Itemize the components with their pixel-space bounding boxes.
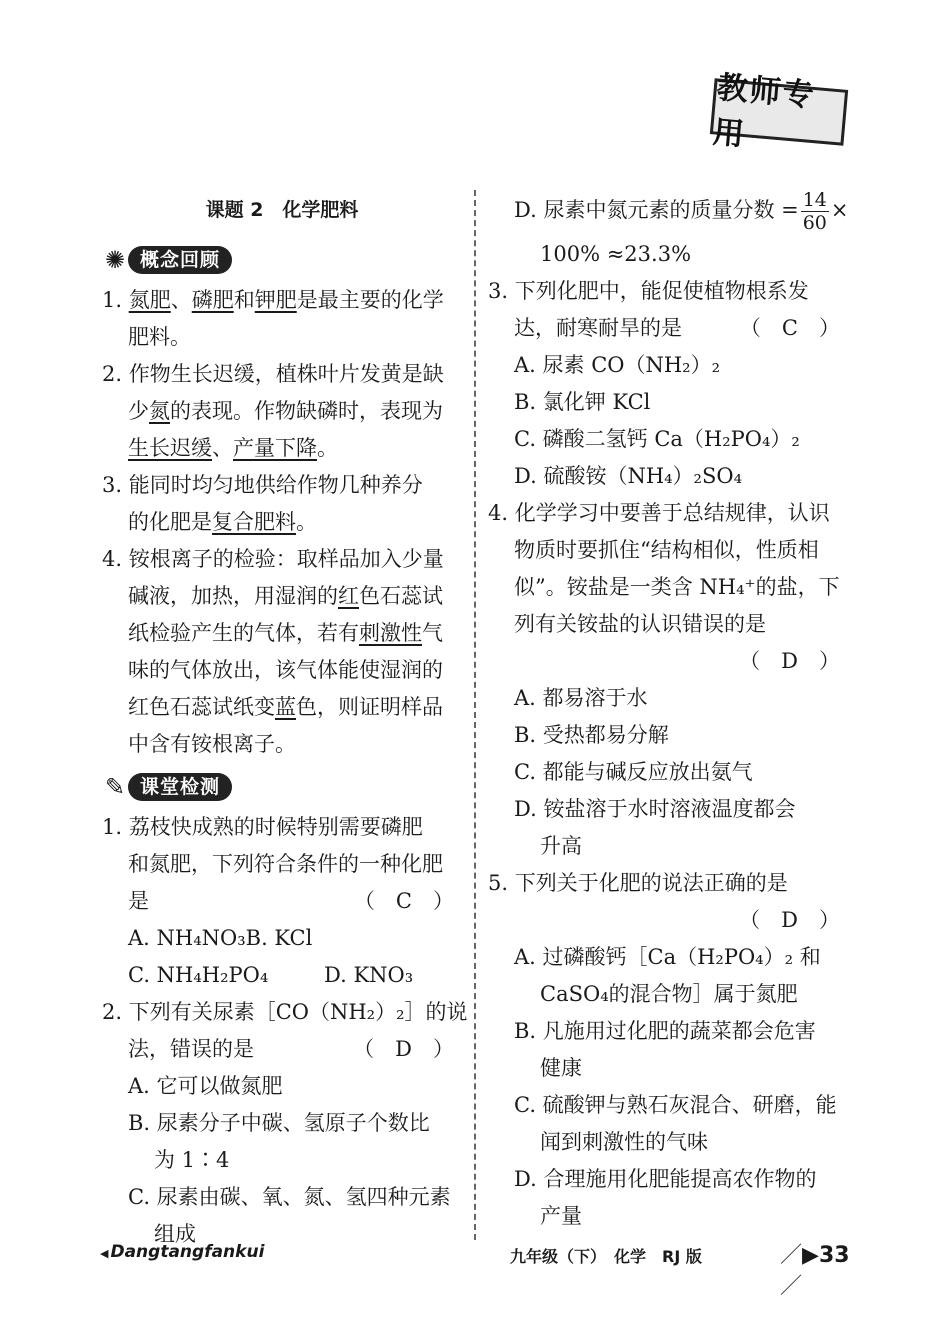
option-a-cont: CaSO₄的混合物］属于氮肥 bbox=[540, 982, 798, 1006]
review-line bbox=[102, 319, 462, 356]
question-text: 2. 下列有关尿素［CO（NH₂）₂］的说 bbox=[102, 1000, 468, 1024]
review-text: 气 bbox=[422, 621, 443, 645]
option-row bbox=[102, 920, 462, 957]
question-3 bbox=[488, 273, 848, 495]
slash-icon: ／ bbox=[780, 1243, 803, 1268]
pencil-icon: ✎ bbox=[104, 773, 126, 801]
review-text: 中含有铵根离子。 bbox=[128, 732, 296, 756]
option-d-cont: 产量 bbox=[540, 1204, 582, 1228]
review-text: 、 bbox=[170, 288, 192, 312]
review-text: 1. bbox=[102, 288, 129, 312]
review-line bbox=[102, 541, 462, 578]
fraction-denominator: 60 bbox=[802, 212, 827, 234]
question-text: 5. 下列关于化肥的说法正确的是 bbox=[488, 871, 788, 895]
section-class-test bbox=[102, 767, 462, 807]
option-d-text: D. 尿素中氮元素的质量分数 = bbox=[514, 198, 799, 222]
left-column bbox=[102, 184, 468, 1253]
review-line bbox=[102, 726, 462, 763]
section-concept-review bbox=[102, 240, 462, 280]
question-text: 和氮肥，下列符合条件的一种化肥 bbox=[128, 852, 443, 876]
answer-bracket: （ D ） bbox=[353, 1037, 454, 1061]
option-b: B. 受热都易分解 bbox=[514, 723, 669, 747]
review-text: 味的气体放出，该气体能使湿润的 bbox=[128, 658, 443, 682]
review-text: 少 bbox=[128, 399, 149, 423]
page-number-box bbox=[780, 1238, 860, 1300]
option-c-cont: 组成 bbox=[154, 1222, 196, 1246]
fill-in-answer: 刺激性 bbox=[359, 621, 422, 645]
question-text: 似”。铵盐是一类含 NH₄⁺的盐，下 bbox=[514, 575, 840, 599]
brand-name: ◀ Dangtangfankui bbox=[100, 1242, 264, 1262]
review-line bbox=[102, 578, 462, 615]
section-label: 概念回顾 bbox=[128, 246, 232, 274]
page-number: 33 bbox=[818, 1243, 850, 1268]
option-a: A. 它可以做氮肥 bbox=[128, 1074, 283, 1098]
question-4 bbox=[488, 495, 848, 865]
fill-in-answer: 磷肥 bbox=[191, 288, 234, 312]
option-d-cont: 升高 bbox=[540, 834, 582, 858]
fill-in-answer: 钾肥 bbox=[254, 288, 297, 312]
review-text: 3. 能同时均匀地供给作物几种养分 bbox=[102, 473, 423, 497]
option-c: C. 磷酸二氢钙 Ca（H₂PO₄）₂ bbox=[514, 427, 800, 451]
teacher-only-stamp: 教师专用 bbox=[710, 78, 848, 145]
question-text: 达，耐寒耐旱的是 bbox=[514, 316, 682, 340]
concept-review-list bbox=[102, 282, 462, 763]
review-text: 和 bbox=[233, 288, 255, 312]
review-line bbox=[102, 504, 462, 541]
question-text: 4. 化学学习中要善于总结规律，认识 bbox=[488, 501, 830, 525]
question-text: 列有关铵盐的认识错误的是 bbox=[514, 612, 766, 636]
review-text: 纸检验产生的气体，若有 bbox=[128, 621, 359, 645]
option-d: D. KNO₃ bbox=[324, 963, 414, 987]
question-text bbox=[488, 310, 848, 347]
column-divider bbox=[474, 190, 476, 1240]
question-text: 物质时要抓住“结构相似，性质相 bbox=[514, 538, 819, 562]
option-row bbox=[102, 957, 462, 994]
answer-bracket: （ D ） bbox=[739, 908, 840, 932]
lesson-title: 课题 2 化学肥料 bbox=[205, 199, 359, 221]
question-text: 3. 下列化肥中，能促使植物根系发 bbox=[488, 279, 809, 303]
review-line bbox=[102, 689, 462, 726]
review-line bbox=[102, 467, 462, 504]
answer-bracket: （ C ） bbox=[353, 889, 454, 913]
option-c: C. 都能与碱反应放出氨气 bbox=[514, 760, 753, 784]
option-a: A. 过磷酸钙［Ca（H₂PO₄）₂ 和 bbox=[514, 945, 821, 969]
review-text: 、 bbox=[212, 436, 233, 460]
fill-in-answer: 氮肥 bbox=[128, 288, 171, 312]
question-text bbox=[102, 1031, 462, 1068]
fraction bbox=[801, 189, 829, 234]
option-d-cont: 100% ≈23.3% bbox=[540, 242, 692, 266]
option-b: B. 凡施用过化肥的蔬菜都会危害 bbox=[514, 1019, 816, 1043]
question-text bbox=[102, 883, 462, 920]
review-text: 2. 作物生长迟缓，植株叶片发黄是缺 bbox=[102, 362, 444, 386]
review-text: 的化肥是 bbox=[128, 510, 212, 534]
right-column bbox=[488, 184, 848, 1235]
review-text: 色石蕊试 bbox=[359, 584, 443, 608]
review-text: 的表现。作物缺磷时，表现为 bbox=[170, 399, 443, 423]
review-text: 色，则证明样品 bbox=[296, 695, 443, 719]
option-d: D. 硫酸铵（NH₄）₂SO₄ bbox=[514, 464, 742, 488]
fill-in-answer: 生长迟缓 bbox=[128, 436, 212, 460]
review-line bbox=[102, 615, 462, 652]
option-b-cont: 健康 bbox=[540, 1056, 582, 1080]
question-text: 是 bbox=[128, 889, 149, 913]
option-a: A. NH₄NO₃ bbox=[128, 926, 246, 950]
question-2 bbox=[102, 994, 468, 1253]
grade-subject-label: 九年级（下） 化学 RJ 版 bbox=[510, 1247, 702, 1266]
review-text: 碱液，加热，用湿润的 bbox=[128, 584, 338, 608]
option-c-cont: 闻到刺激性的气味 bbox=[540, 1130, 708, 1154]
option-a: A. 尿素 CO（NH₂）₂ bbox=[514, 353, 721, 377]
option-d: D. 合理施用化肥能提高农作物的 bbox=[514, 1167, 817, 1191]
option-b: B. 尿素分子中碳、氢原子个数比 bbox=[128, 1111, 430, 1135]
fill-in-answer: 产量下降 bbox=[233, 436, 317, 460]
option-a: A. 都易溶于水 bbox=[514, 686, 648, 710]
review-line bbox=[102, 652, 462, 689]
question-1 bbox=[102, 809, 462, 994]
fill-in-answer: 红 bbox=[338, 584, 359, 608]
play-arrow-icon: ▶ bbox=[802, 1243, 819, 1268]
fraction-numerator: 14 bbox=[802, 189, 827, 211]
fill-in-answer: 复合肥料 bbox=[212, 510, 296, 534]
option-c: C. 硫酸钾与熟石灰混合、研磨，能 bbox=[514, 1093, 837, 1117]
option-c: C. 尿素由碳、氧、氮、氢四种元素 bbox=[128, 1185, 451, 1209]
option-c: C. NH₄H₂PO₄ bbox=[128, 963, 269, 987]
review-line bbox=[102, 393, 462, 430]
review-line bbox=[102, 430, 462, 467]
review-text: 肥料。 bbox=[128, 325, 191, 349]
question-text: 法，错误的是 bbox=[128, 1037, 254, 1061]
option-b: B. 氯化钾 KCl bbox=[514, 390, 651, 414]
review-text: 。 bbox=[317, 436, 338, 460]
section-label: 课堂检测 bbox=[128, 773, 232, 801]
page-footer bbox=[100, 1238, 860, 1299]
option-b: B. KCl bbox=[245, 926, 313, 950]
review-text: 是最主要的化学 bbox=[296, 288, 444, 312]
review-text: 。 bbox=[296, 510, 317, 534]
review-line bbox=[102, 282, 462, 319]
review-text: 红色石蕊试纸变 bbox=[128, 695, 275, 719]
option-d bbox=[488, 184, 848, 236]
review-text: 4. 铵根离子的检验：取样品加入少量 bbox=[102, 547, 444, 571]
fill-in-answer: 氮 bbox=[149, 399, 170, 423]
option-d: D. 铵盐溶于水时溶液温度都会 bbox=[514, 797, 796, 821]
question-5 bbox=[488, 865, 848, 1235]
option-b-cont: 为 1∶4 bbox=[154, 1148, 230, 1172]
question-text: 1. 荔枝快成熟的时候特别需要磷肥 bbox=[102, 815, 423, 839]
option-d-text: × bbox=[830, 198, 849, 222]
answer-bracket: （ D ） bbox=[739, 649, 840, 673]
slash-icon: ／ bbox=[780, 1274, 803, 1299]
review-line bbox=[102, 356, 462, 393]
fill-in-answer: 蓝 bbox=[275, 695, 296, 719]
lightbulb-icon: ✺ bbox=[104, 246, 126, 274]
answer-bracket: （ C ） bbox=[739, 316, 840, 340]
